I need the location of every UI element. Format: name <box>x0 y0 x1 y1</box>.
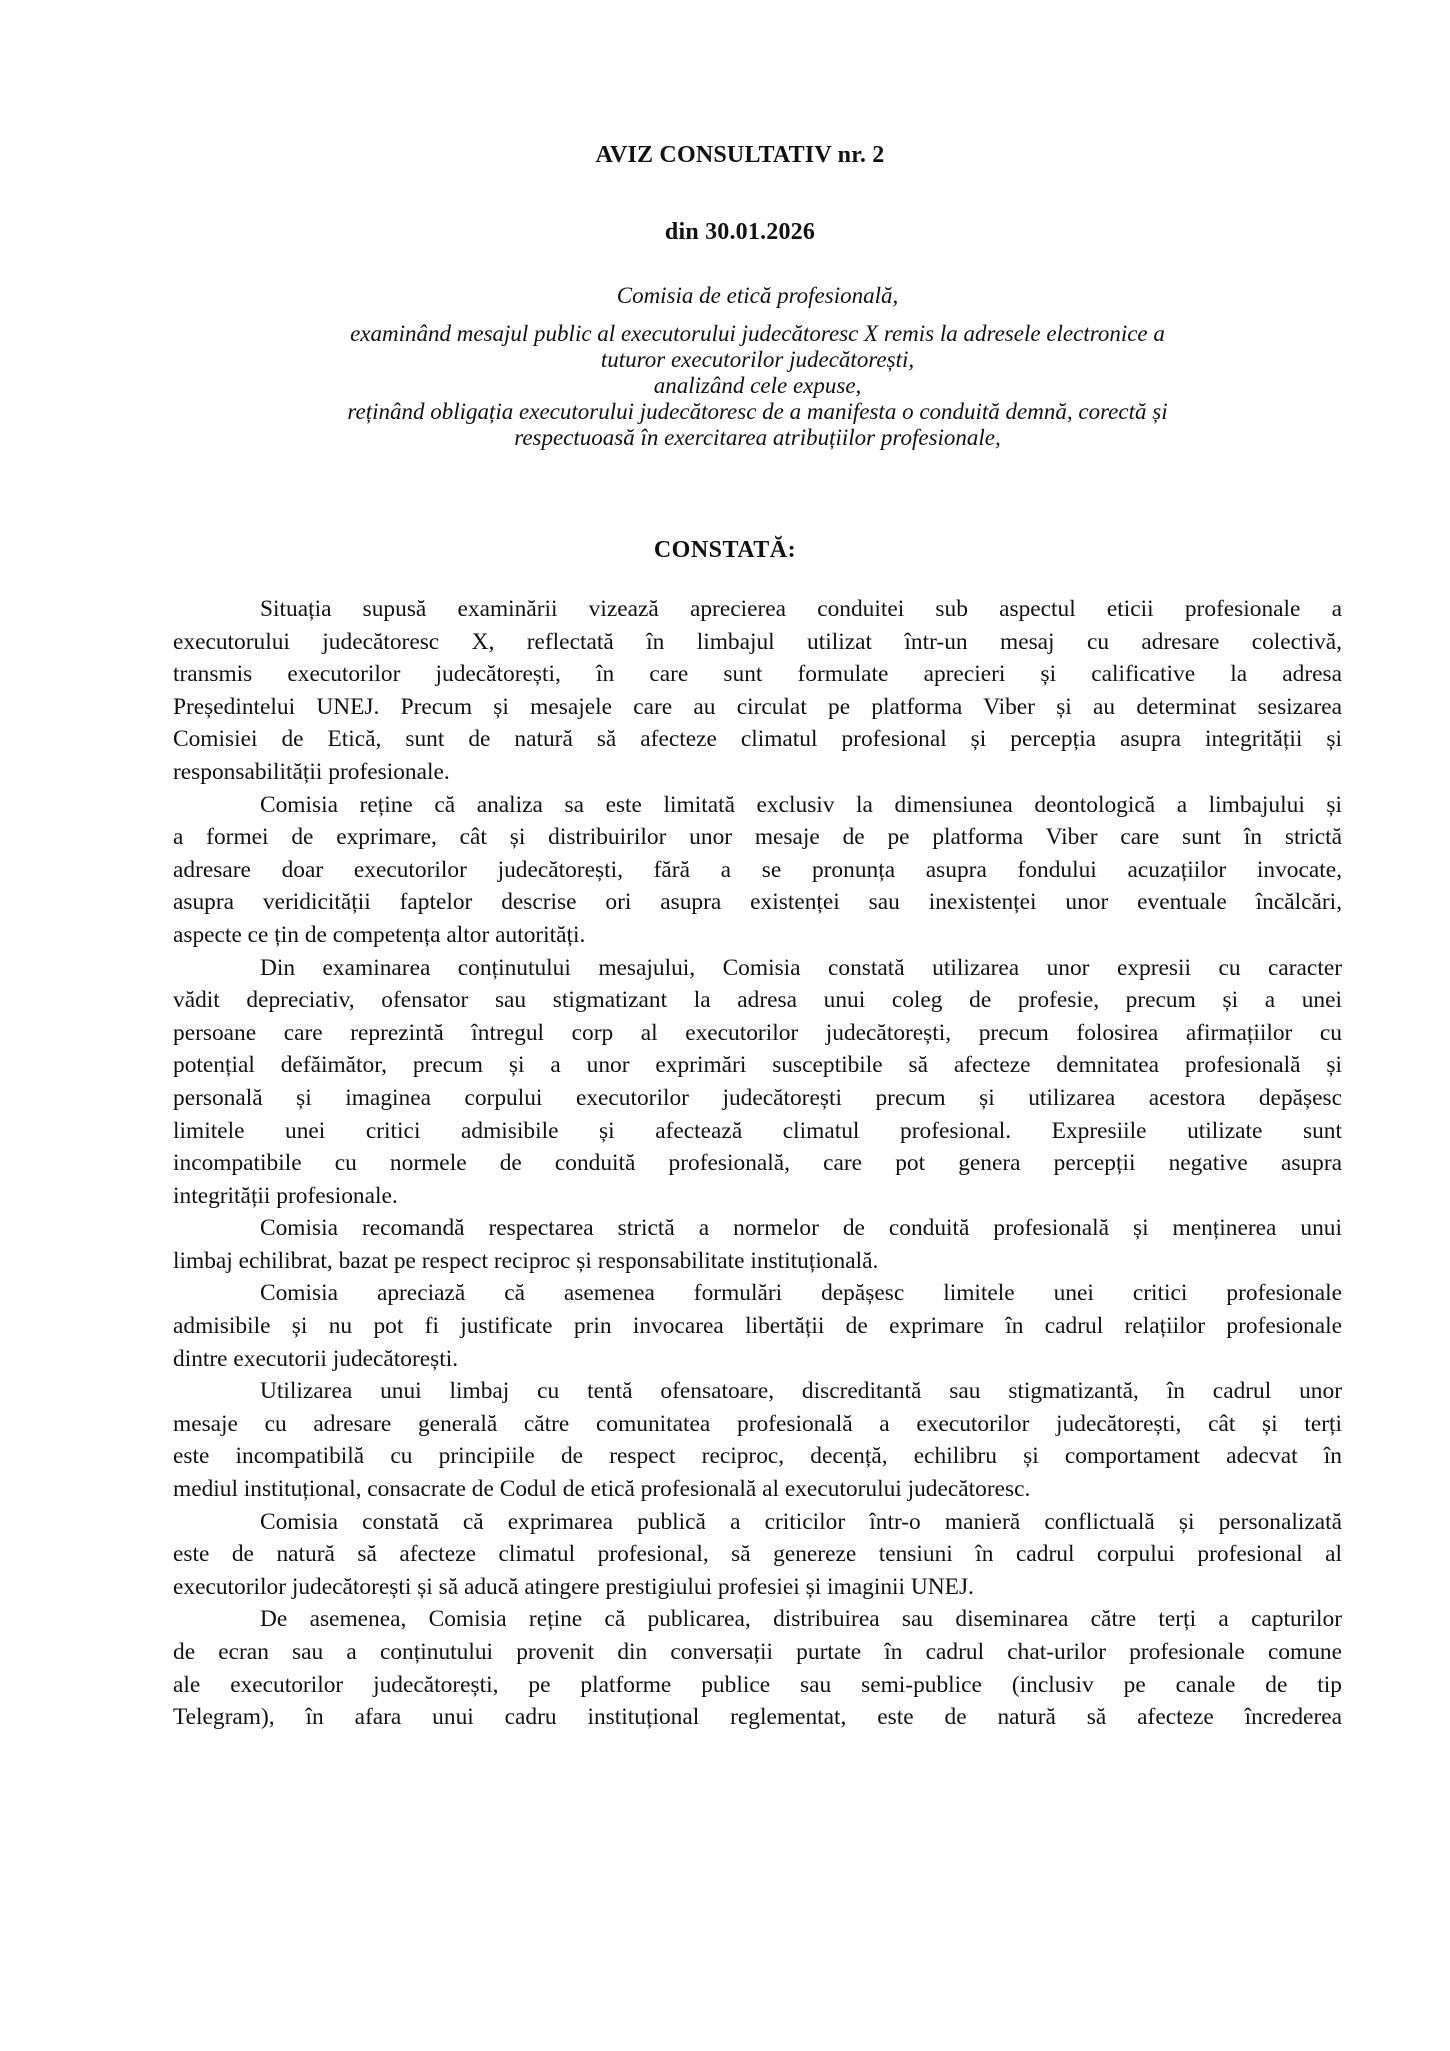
paragraph-2 <box>173 789 1342 952</box>
text-line: Comisia recomandă respectarea strictă a normelor de conduită profesională și menținerea unui <box>260 1215 1342 1242</box>
text-line: Președintelui UNEJ. Precum și mesajele care au circulat pe platforma Viber și au determinat sesizarea <box>173 693 1342 720</box>
preamble-line: tuturor executorilor judecătorești, <box>600 347 915 372</box>
text-line: dintre executorii judecătorești. <box>173 1345 459 1372</box>
preamble <box>173 283 1342 451</box>
text-line: este incompatibilă cu principiile de respect reciproc, decență, echilibru și comportament adecvat în <box>173 1443 1342 1470</box>
text-line: admisibile și nu pot fi justificate prin invocarea libertății de exprimare în cadrul relațiilor profesionale <box>173 1313 1342 1340</box>
text-line: Din examinarea conținutului mesajului, Comisia constată utilizarea unor expresii cu caracter <box>260 954 1342 981</box>
text-line: mediul instituțional, consacrate de Codul de etică profesională al executorului judecătoresc. <box>173 1476 1031 1503</box>
paragraph-7 <box>173 1506 1342 1604</box>
paragraph-6 <box>173 1375 1342 1505</box>
text-line: ale executorilor judecătorești, pe platforme publice sau semi-publice (inclusiv pe canale de tip <box>173 1671 1342 1698</box>
text-line: potențial defăimător, precum și a unor exprimări susceptibile să afecteze demnitatea profesională și <box>173 1052 1342 1079</box>
text-line: Situația supusă examinării vizează aprecierea conduitei sub aspectul eticii profesionale a <box>260 596 1342 622</box>
text-line: executorului judecătoresc X, reflectată în limbajul utilizat într-un mesaj cu adresare colectivă, <box>173 628 1342 655</box>
paragraph-8 <box>173 1603 1342 1733</box>
document-title: AVIZ CONSULTATIV nr. 2 <box>595 142 885 168</box>
paragraph-1 <box>173 593 1342 789</box>
text-line: Utilizarea unui limbaj cu tentă ofensatoare, discreditantă sau stigmatizantă, în cadrul unor <box>260 1378 1342 1405</box>
text-line: responsabilității profesionale. <box>173 758 450 785</box>
preamble-line: respectuoasă în exercitarea atribuțiilor profesionale, <box>514 425 1001 450</box>
text-line: vădit depreciativ, ofensator sau stigmatizant la adresa unui coleg de profesie, precum și a unei <box>173 987 1342 1014</box>
paragraph-5 <box>173 1277 1342 1375</box>
preamble-line: Comisia de etică profesională, <box>616 283 899 308</box>
text-line: asupra veridicității faptelor descrise ori asupra existenței sau inexistenței unor eventuale încălcări, <box>173 889 1342 916</box>
preamble-line: reținând obligația executorului judecătoresc de a manifesta o conduită demnă, corectă și <box>347 399 1168 424</box>
text-line: incompatibile cu normele de conduită profesională, care pot genera percepții negative asupra <box>173 1150 1342 1177</box>
document-date: din 30.01.2026 <box>664 219 816 245</box>
text-line: transmis executorilor judecătorești, în care sunt formulate aprecieri și calificative la adresa <box>173 661 1342 688</box>
paragraph-3 <box>173 952 1342 1213</box>
text-line: mesaje cu adresare generală către comunitatea profesională a executorilor judecătorești, cât și terți <box>173 1410 1342 1437</box>
text-line: limitele unei critici admisibile și afectează climatul profesional. Expresiile utilizate sunt <box>173 1117 1342 1144</box>
text-line: personală și imaginea corpului executorilor judecătorești precum și utilizarea acestora depășesc <box>173 1084 1342 1111</box>
text-line: adresare doar executorilor judecătorești, fără a se pronunța asupra fondului acuzațiilor invocate, <box>173 856 1342 883</box>
text-line: a formei de exprimare, cât și distribuirilor unor mesaje de pe platforma Viber care sunt în strictă <box>173 824 1342 851</box>
text-line: Comisia reține că analiza sa este limitată exclusiv la dimensiunea deontologică a limbajului și <box>260 791 1342 818</box>
text-line: este de natură să afecteze climatul profesional, să genereze tensiuni în cadrul corpului profesional al <box>173 1541 1342 1568</box>
paragraph-4 <box>173 1212 1342 1277</box>
document-body <box>173 593 1342 1734</box>
text-line: Comisia apreciază că asemenea formulări depășesc limitele unei critici profesionale <box>260 1280 1342 1307</box>
text-line: Comisiei de Etică, sunt de natură să afecteze climatul profesional și percepția asupra integrității și <box>173 726 1342 753</box>
preamble-line: analizând cele expuse, <box>653 373 862 398</box>
text-line: integrității profesionale. <box>173 1182 398 1209</box>
text-line: aspecte ce țin de competența altor autorități. <box>173 921 586 948</box>
text-line: Telegram), în afara unui cadru instituțional reglementat, este de natură să afecteze încrederea <box>173 1704 1342 1731</box>
text-line: Comisia constată că exprimarea publică a criticilor într-o manieră conflictuală și personalizată <box>260 1508 1342 1535</box>
text-line: persoane care reprezintă întregul corp al executorilor judecătorești, precum folosirea afirmațiilor cu <box>173 1019 1342 1046</box>
section-heading: CONSTATĂ: <box>653 537 797 563</box>
text-line: executorilor judecătorești și să aducă atingere prestigiului profesiei și imaginii UNEJ. <box>173 1573 974 1600</box>
preamble-line: examinând mesajul public al executorului judecătoresc X remis la adresele electronice a <box>350 321 1165 346</box>
text-line: De asemenea, Comisia reține că publicarea, distribuirea sau diseminarea către terți a capturilor <box>260 1606 1342 1633</box>
text-line: de ecran sau a conținutului provenit din conversații purtate în cadrul chat-urilor profesionale comune <box>173 1639 1342 1665</box>
text-line: limbaj echilibrat, bazat pe respect reciproc și responsabilitate instituțională. <box>173 1247 879 1274</box>
